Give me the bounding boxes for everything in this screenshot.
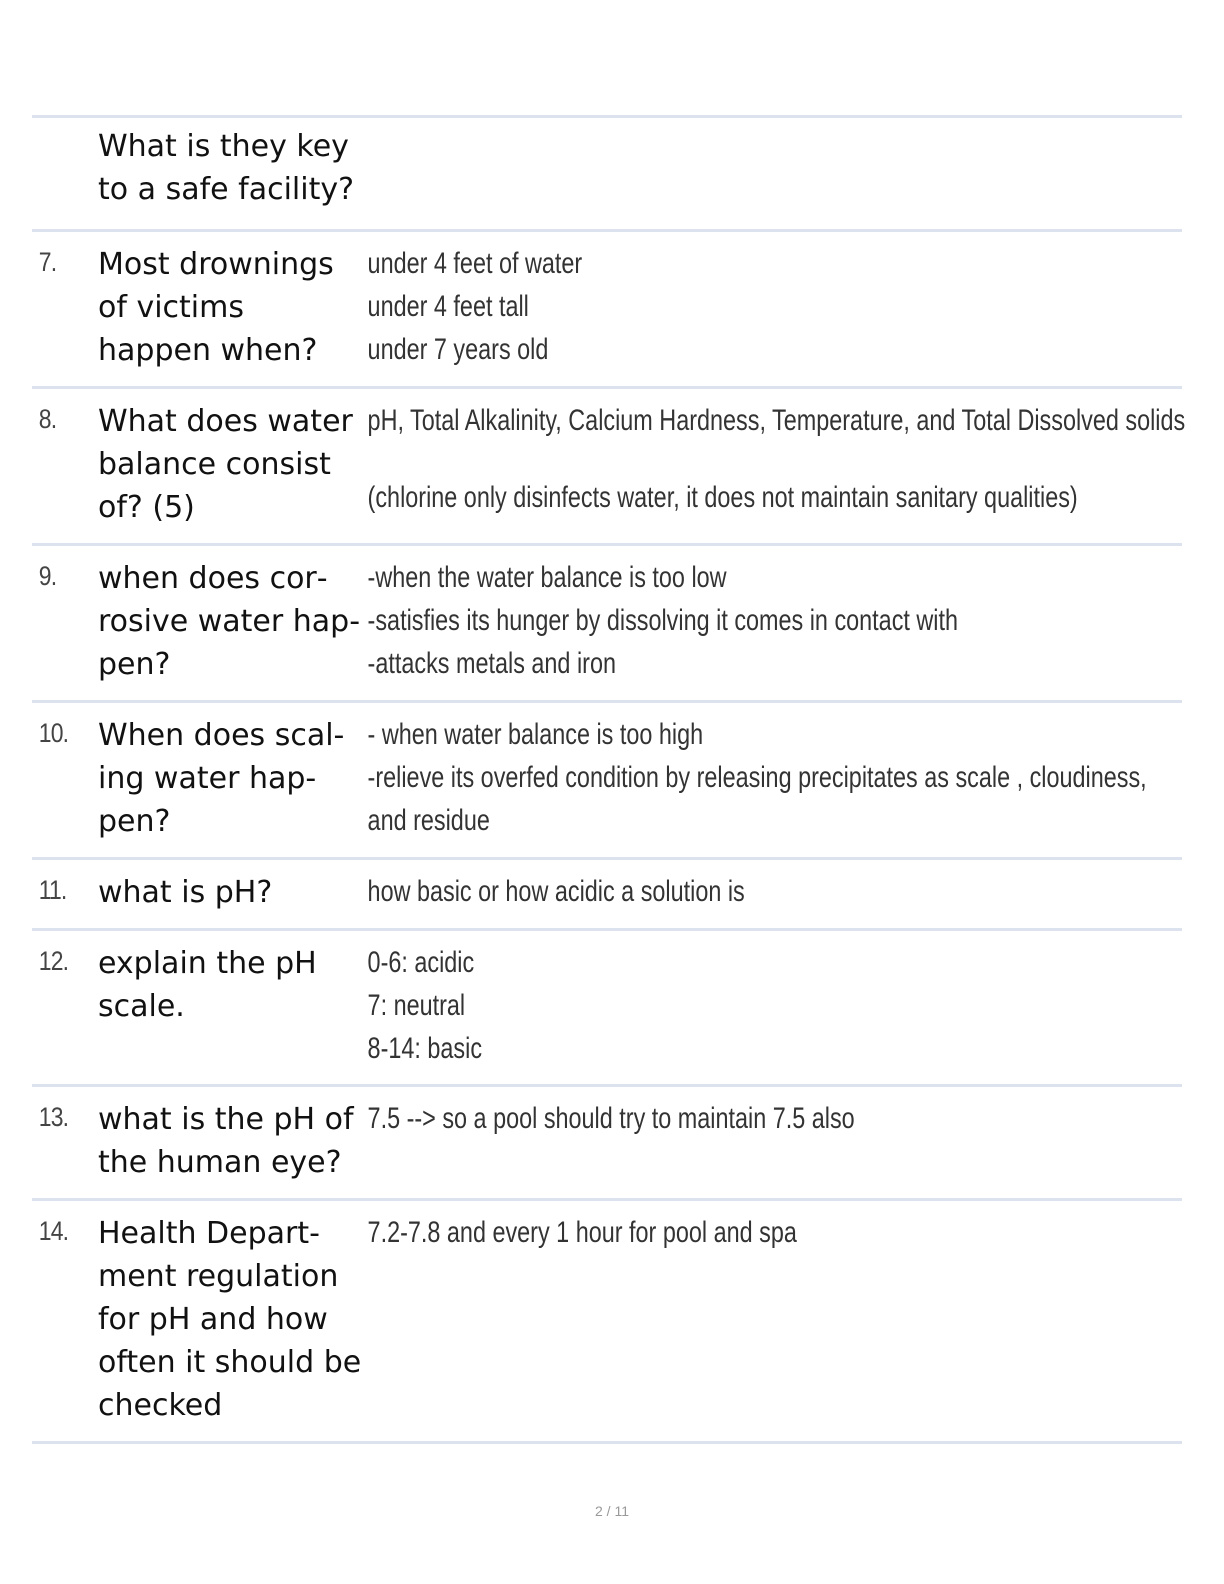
card-question: What does water balance consist of? (5): [98, 404, 353, 525]
answer-line: 0-6: acidic: [367, 946, 475, 979]
card-answer: [366, 556, 1182, 686]
card-answer: [366, 1211, 1182, 1427]
card-question: When does scaling water happen?: [98, 718, 345, 839]
card-number: 7.: [38, 247, 57, 277]
answer-line: -when the water balance is too low: [367, 561, 727, 594]
card-number: 12.: [38, 946, 69, 976]
card-answer: [366, 1097, 1182, 1184]
card-number: 9.: [38, 561, 57, 591]
answer-line: pH, Total Alkalinity, Calcium Hardness, Temperature, and Total Dissolved solids: [367, 404, 1186, 437]
card-question: when does corrosive water happen?: [98, 561, 361, 682]
answer-line: 7.2-7.8 and every 1 hour for pool and spa: [367, 1216, 797, 1249]
card-row: [32, 1084, 1182, 1198]
page-number: 2 / 11: [595, 1503, 629, 1519]
answer-line: under 4 feet tall: [367, 290, 529, 323]
answer-line: 7: neutral: [367, 989, 466, 1022]
card-row: [32, 229, 1182, 386]
answer-line: under 7 years old: [367, 333, 549, 366]
card-row: [32, 700, 1182, 857]
card-row: [32, 386, 1186, 543]
card-row: [32, 543, 1182, 700]
card-row: [32, 928, 1182, 1084]
answer-spacer: [368, 442, 1224, 476]
card-row: [32, 857, 1182, 928]
card-number: 8.: [38, 404, 57, 434]
card-number: 11.: [38, 875, 67, 905]
card-number: 13.: [38, 1102, 69, 1132]
card-row: [32, 1198, 1182, 1444]
answer-line: 7.5 --> so a pool should try to maintain 7.5 also: [367, 1102, 855, 1135]
card-number: 10.: [38, 718, 69, 748]
card-answer: [366, 242, 1182, 372]
card-question: What is they key to a safe facility?: [98, 129, 355, 207]
card-question: explain the pH scale.: [98, 946, 317, 1024]
answer-line: - when water balance is too high: [367, 718, 704, 751]
card-number: [32, 124, 88, 211]
card-question: Health Department regulation for pH and how often it should be checked: [98, 1216, 362, 1423]
card-question: Most drownings of victims happen when?: [98, 247, 334, 368]
answer-line: how basic or how acidic a solution is: [367, 875, 745, 908]
answer-line: -satisfies its hunger by dissolving it comes in contact with: [367, 604, 959, 637]
card-row: [32, 115, 1182, 229]
card-answer: [366, 713, 1182, 843]
answer-line: under 4 feet of water: [367, 247, 583, 280]
card-number: 14.: [38, 1216, 69, 1246]
card-answer: [366, 124, 1182, 211]
card-answer: [366, 399, 1224, 529]
answer-line: -attacks metals and iron: [367, 647, 616, 680]
card-answer: [366, 870, 1182, 914]
card-question: what is the pH of the human eye?: [98, 1102, 354, 1180]
card-answer: [366, 941, 1182, 1070]
answer-line: 8-14: basic: [367, 1032, 483, 1065]
answer-line: (chlorine only disinfects water, it does not maintain sanitary qualities): [367, 481, 1078, 514]
card-question: what is pH?: [98, 875, 273, 910]
answer-line: -relieve its overfed condition by releasing precipitates as scale , cloudiness, and residue: [367, 761, 1147, 837]
flashcard-table: [32, 115, 1186, 1444]
